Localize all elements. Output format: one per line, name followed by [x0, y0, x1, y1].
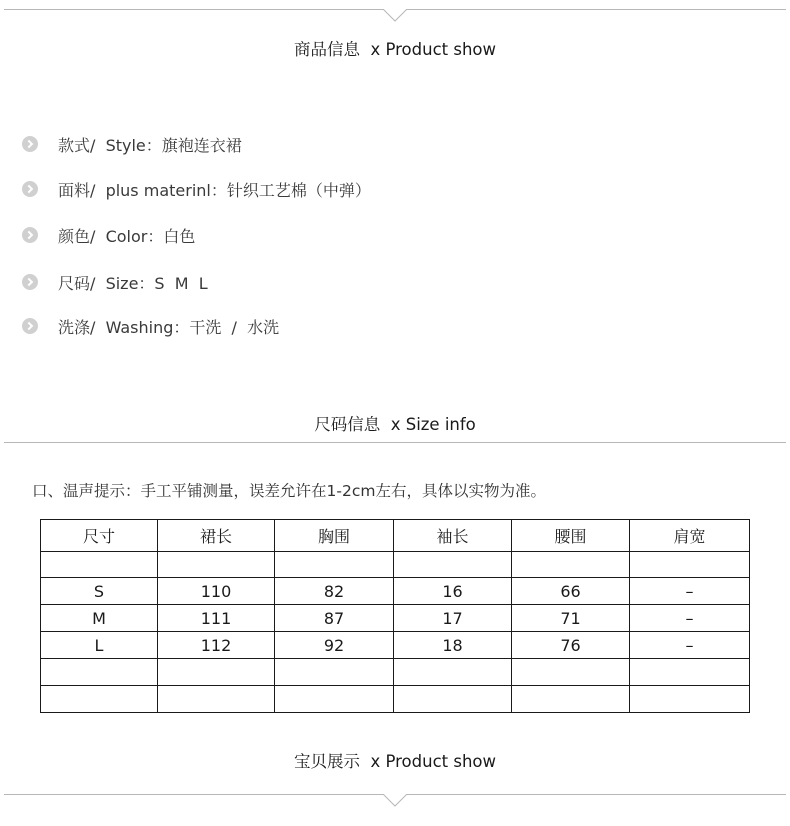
header-cell: 腰围: [512, 520, 630, 552]
size-divider: [4, 442, 786, 443]
table-row-empty: [41, 552, 750, 578]
table-cell: 71: [512, 605, 630, 632]
size-note: 口、温声提示：手工平铺测量，误差允许在1-2cm左右，具体以实物为准。: [32, 482, 546, 500]
spec-item-size: [22, 271, 208, 293]
table-cell: 111: [158, 605, 275, 632]
spec-label: 尺码/ Size：S M L: [58, 273, 208, 293]
header-cell: 肩宽: [630, 520, 750, 552]
table-header-row: [41, 520, 750, 552]
table-cell: 66: [512, 578, 630, 605]
section-heading-product-info: 商品信息 x Product show: [293, 40, 497, 59]
header-cell: 袖长: [394, 520, 512, 552]
spec-label: 款式/ Style：旗袍连衣裙: [58, 135, 242, 155]
chevron-right-circle-icon: [22, 181, 38, 197]
spec-item-style: [22, 133, 242, 155]
table-row-empty: [41, 659, 750, 686]
table-cell: 17: [394, 605, 512, 632]
table-cell: 18: [394, 632, 512, 659]
table-cell: L: [41, 632, 158, 659]
table-row: [41, 605, 750, 632]
table-cell: –: [630, 605, 750, 632]
spec-label: 面料/ plus materinl：针织工艺棉（中弹）: [58, 180, 371, 200]
table-row: [41, 632, 750, 659]
table-cell: –: [630, 578, 750, 605]
table-cell: 110: [158, 578, 275, 605]
section-heading-size-info: 尺码信息 x Size info: [314, 415, 476, 434]
spec-label: 洗涤/ Washing：干洗 / 水洗: [58, 317, 280, 337]
spec-item-washing: [22, 315, 279, 337]
table-cell: 92: [275, 632, 394, 659]
chevron-right-circle-icon: [22, 318, 38, 334]
spec-label: 颜色/ Color：白色: [58, 226, 196, 246]
chevron-right-circle-icon: [22, 227, 38, 243]
chevron-right-circle-icon: [22, 274, 38, 290]
size-table: [40, 519, 750, 713]
header-cell: 裙长: [158, 520, 275, 552]
table-cell: 16: [394, 578, 512, 605]
table-cell: M: [41, 605, 158, 632]
table-cell: 87: [275, 605, 394, 632]
chevron-down-icon: [383, 9, 407, 23]
header-cell: 尺寸: [41, 520, 158, 552]
table-cell: 76: [512, 632, 630, 659]
table-cell: S: [41, 578, 158, 605]
table-cell: –: [630, 632, 750, 659]
table-row-empty: [41, 686, 750, 713]
chevron-down-icon: [383, 794, 407, 808]
chevron-right-circle-icon: [22, 136, 38, 152]
section-heading-product-show: 宝贝展示 x Product show: [293, 752, 497, 771]
table-cell: 112: [158, 632, 275, 659]
spec-item-color: [22, 224, 195, 246]
header-cell: 胸围: [275, 520, 394, 552]
table-row: [41, 578, 750, 605]
table-cell: 82: [275, 578, 394, 605]
spec-item-material: [22, 178, 371, 200]
